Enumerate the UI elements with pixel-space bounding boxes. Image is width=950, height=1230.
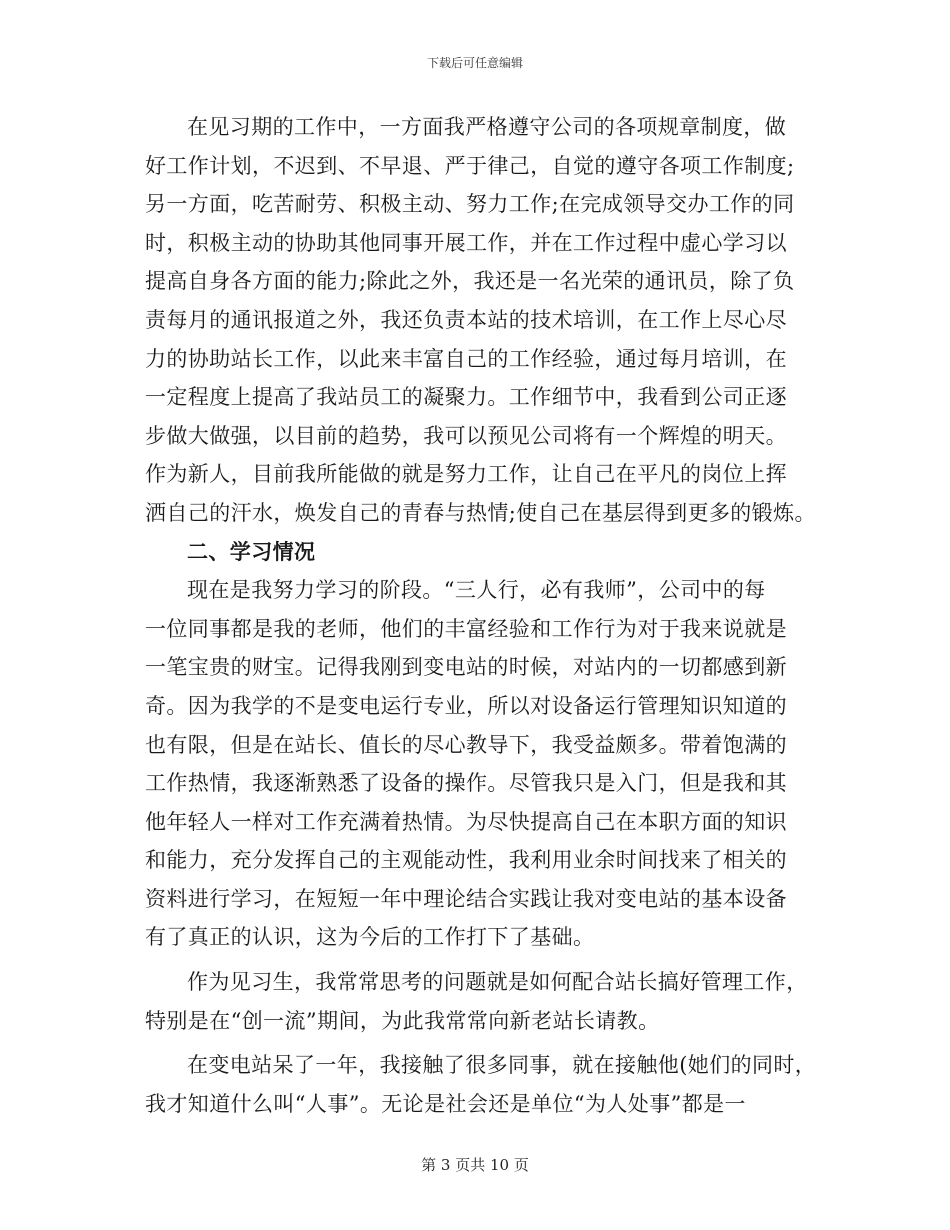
text-line: 责每月的通讯报道之外，我还负责本站的技术培训，在工作上尽心尽 [145, 307, 787, 332]
text-line: 另一方面，吃苦耐劳、积极主动、努力工作;在完成领导交办工作的同 [145, 192, 795, 217]
text-line: 我才知道什么叫“人事”。无论是社会还是单位“为人处事”都是一 [145, 1091, 746, 1116]
text-line: 也有限，但是在站长、值长的尽心教导下，我受益颇多。带着饱满的 [145, 732, 787, 757]
page-number: 第 3 页共 10 页 [421, 1156, 529, 1174]
text-line: 资料进行学习，在短短一年中理论结合实践让我对变电站的基本设备 [145, 886, 787, 911]
paragraph-study [145, 571, 805, 957]
document-body [145, 108, 817, 1123]
text-line: 他年轻人一样对工作充满着热情。为尽快提高自己在本职方面的知识 [145, 809, 787, 834]
page-header: 下载后可任意编辑 [426, 56, 523, 70]
text-line: 洒自己的汗水，焕发自己的青春与热情;使自己在基层得到更多的锻炼。 [145, 500, 816, 525]
text-line: 一笔宝贵的财宝。记得我刚到变电站的时候，对站内的一切都感到新 [145, 655, 787, 680]
text-line: 在见习期的工作中，一方面我严格遵守公司的各项规章制度，做 [187, 115, 787, 139]
text-line: 作为见习生，我常常思考的问题就是如何配合站长搞好管理工作， [187, 970, 808, 995]
text-line: 步做大做强，以目前的趋势，我可以预见公司将有一个辉煌的明天。 [145, 423, 787, 448]
text-line: 力的协助站长工作，以此来丰富自己的工作经验，通过每月培训，在 [145, 346, 787, 371]
text-line: 好工作计划，不迟到、不早退、严于律己，自觉的遵守各项工作制度; [145, 153, 795, 178]
paragraph-internship-work [145, 108, 816, 533]
text-line: 一定程度上提高了我站员工的凝聚力。工作细节中，我看到公司正逐 [145, 385, 787, 410]
text-line: 有了真正的认识，这为今后的工作打下了基础。 [145, 925, 595, 950]
text-line: 在变电站呆了一年，我接触了很多同事，就在接触他(她们的同时， [187, 1053, 817, 1078]
section-heading: 二、学习情况 [187, 538, 316, 564]
text-line: 一位同事都是我的老师，他们的丰富经验和工作行为对于我来说就是 [145, 616, 787, 641]
text-line: 特别是在“创一流”期间，为此我常常向新老站长请教。 [145, 1008, 660, 1033]
text-line: 和能力，充分发挥自己的主观能动性，我利用业余时间找来了相关的 [145, 848, 787, 873]
text-line: 现在是我努力学习的阶段。“三人行，必有我师”，公司中的每 [187, 578, 766, 603]
text-line: 提高自身各方面的能力;除此之外，我还是一名光荣的通讯员，除了负 [145, 269, 795, 294]
text-line: 时，积极主动的协助其他同事开展工作，并在工作过程中虚心学习以 [145, 230, 787, 255]
text-line: 奇。因为我学的不是变电运行专业，所以对设备运行管理知识知道的 [145, 693, 787, 718]
text-line: 作为新人，目前我所能做的就是努力工作，让自己在平凡的岗位上挥 [145, 462, 787, 487]
paragraph-trainee-thinking [145, 963, 808, 1040]
paragraph-interpersonal [145, 1046, 817, 1123]
text-line: 工作热情，我逐渐熟悉了设备的操作。尽管我只是入门，但是我和其 [145, 771, 787, 796]
